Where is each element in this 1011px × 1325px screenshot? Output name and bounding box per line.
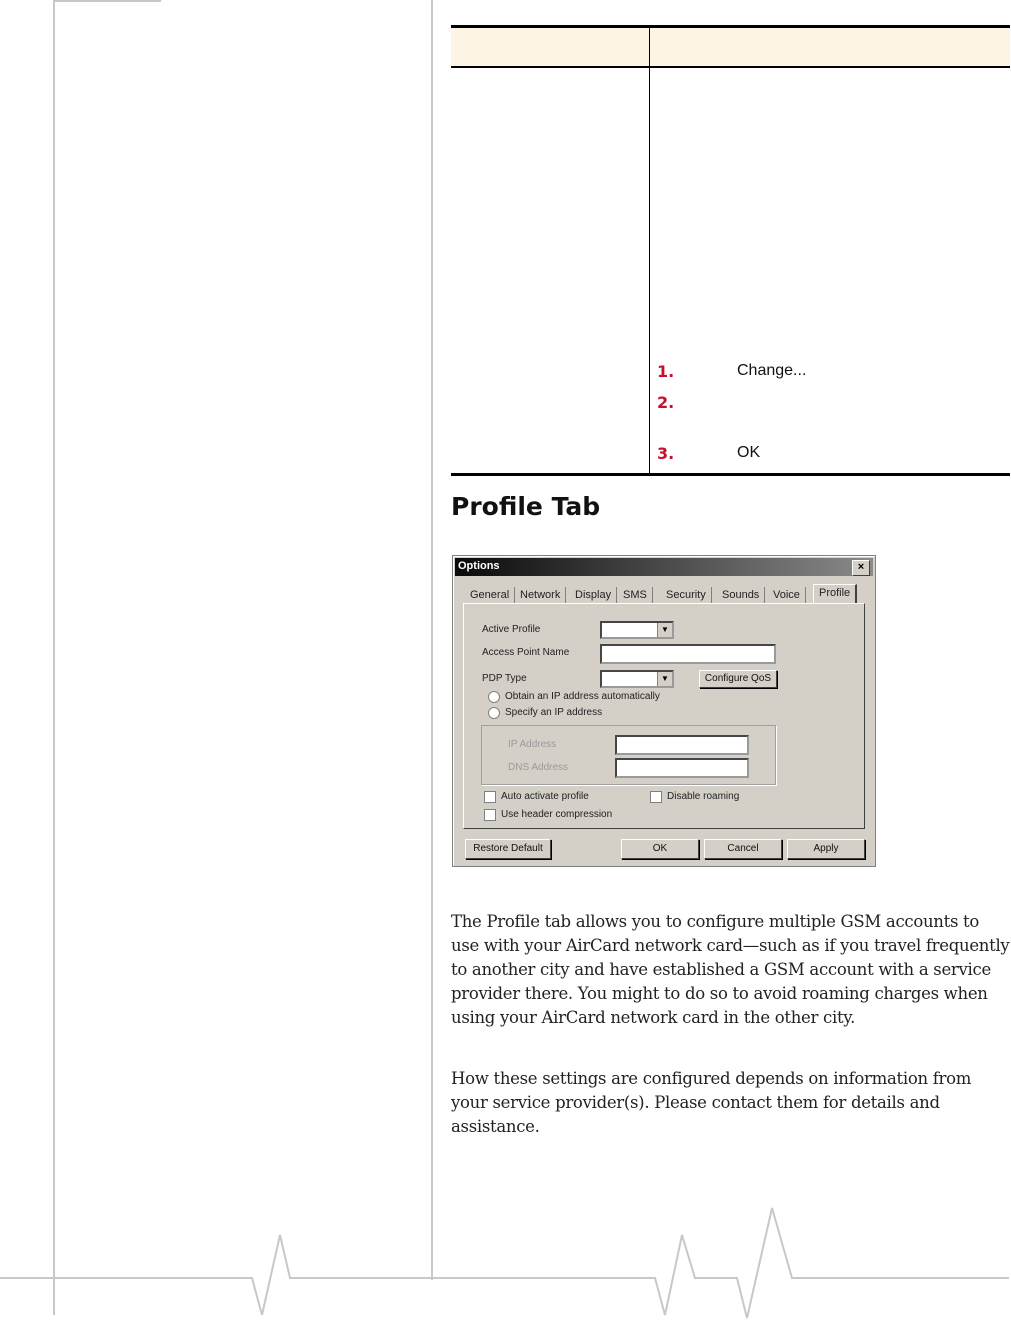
specify-ip-radio[interactable]	[488, 707, 500, 719]
obtain-ip-radio[interactable]	[488, 691, 500, 703]
step-1-number: 1.	[657, 362, 675, 381]
dialog-title-bar	[455, 558, 873, 576]
auto-activate-checkbox[interactable]	[484, 791, 496, 803]
tab-display[interactable]: Display	[570, 587, 617, 603]
ip-settings-group	[481, 725, 776, 785]
auto-activate-label: Auto activate profile	[501, 791, 589, 802]
tab-sounds[interactable]: Sounds	[717, 587, 765, 603]
tab-voice[interactable]: Voice	[768, 587, 806, 603]
top-corner-line	[53, 0, 161, 2]
step-2-number: 2.	[657, 393, 675, 412]
obtain-ip-label: Obtain an IP address automatically	[505, 691, 660, 702]
table-header-rule	[451, 66, 1010, 68]
dns-address-input[interactable]	[615, 758, 749, 778]
cancel-button[interactable]: Cancel	[704, 839, 782, 859]
tab-profile[interactable]: Profile	[813, 584, 857, 604]
disable-roaming-label: Disable roaming	[667, 791, 740, 802]
column-divider-line	[431, 0, 433, 1280]
section-title: Profile Tab	[451, 492, 601, 521]
tab-general[interactable]: General	[465, 587, 515, 603]
dialog-title: Options	[458, 560, 500, 572]
configure-qos-button[interactable]: Configure QoS	[699, 670, 777, 688]
ip-address-input[interactable]	[615, 735, 749, 755]
paragraph-profile-intro: The Profile tab allows you to configure multiple GSM accounts to use with your AirCard network card—such as if you travel frequently to another city and have established a GSM account with a service provider there. You might to do so to avoid roaming charges when using your AirCard network card in the other city.	[451, 912, 1010, 1027]
header-compression-label: Use header compression	[501, 809, 613, 820]
ok-button[interactable]: OK	[621, 839, 699, 859]
step-3-number: 3.	[657, 444, 675, 463]
step-2	[657, 393, 674, 412]
specify-ip-label: Specify an IP address	[505, 707, 603, 718]
chevron-down-icon: ▼	[657, 623, 672, 637]
disable-roaming-checkbox[interactable]	[650, 791, 662, 803]
table-header-row	[451, 28, 1010, 66]
chevron-down-icon: ▼	[657, 672, 672, 686]
ip-address-label: IP Address	[508, 739, 557, 750]
apply-button[interactable]: Apply	[787, 839, 865, 859]
pdp-type-select[interactable]	[600, 670, 674, 688]
options-dialog	[452, 555, 876, 867]
table-column-separator	[649, 28, 650, 473]
step-1	[657, 362, 807, 381]
pdp-type-label: PDP Type	[482, 673, 527, 684]
dns-address-label: DNS Address	[508, 762, 569, 773]
step-1-text: Change...	[737, 362, 807, 379]
close-icon[interactable]: ×	[852, 560, 870, 576]
header-compression-checkbox[interactable]	[484, 809, 496, 821]
active-profile-label: Active Profile	[482, 624, 541, 635]
profile-tab-panel	[463, 603, 865, 829]
left-margin-line	[53, 0, 55, 1315]
step-3	[657, 444, 761, 463]
tab-network[interactable]: Network	[515, 587, 566, 603]
access-point-label: Access Point Name	[482, 647, 570, 658]
table-bottom-rule	[451, 473, 1010, 476]
tab-sms[interactable]: SMS	[618, 587, 653, 603]
active-profile-select[interactable]	[600, 621, 674, 639]
tab-security[interactable]: Security	[661, 587, 712, 603]
footer-pulse-line	[0, 1200, 1011, 1325]
step-3-text: OK	[737, 444, 761, 461]
paragraph-settings-info: How these settings are configured depends on information from your service provider(s). Please contact them for details and assistance.	[451, 1069, 972, 1136]
access-point-input[interactable]	[600, 644, 776, 664]
restore-default-button[interactable]: Restore Default	[465, 839, 551, 859]
